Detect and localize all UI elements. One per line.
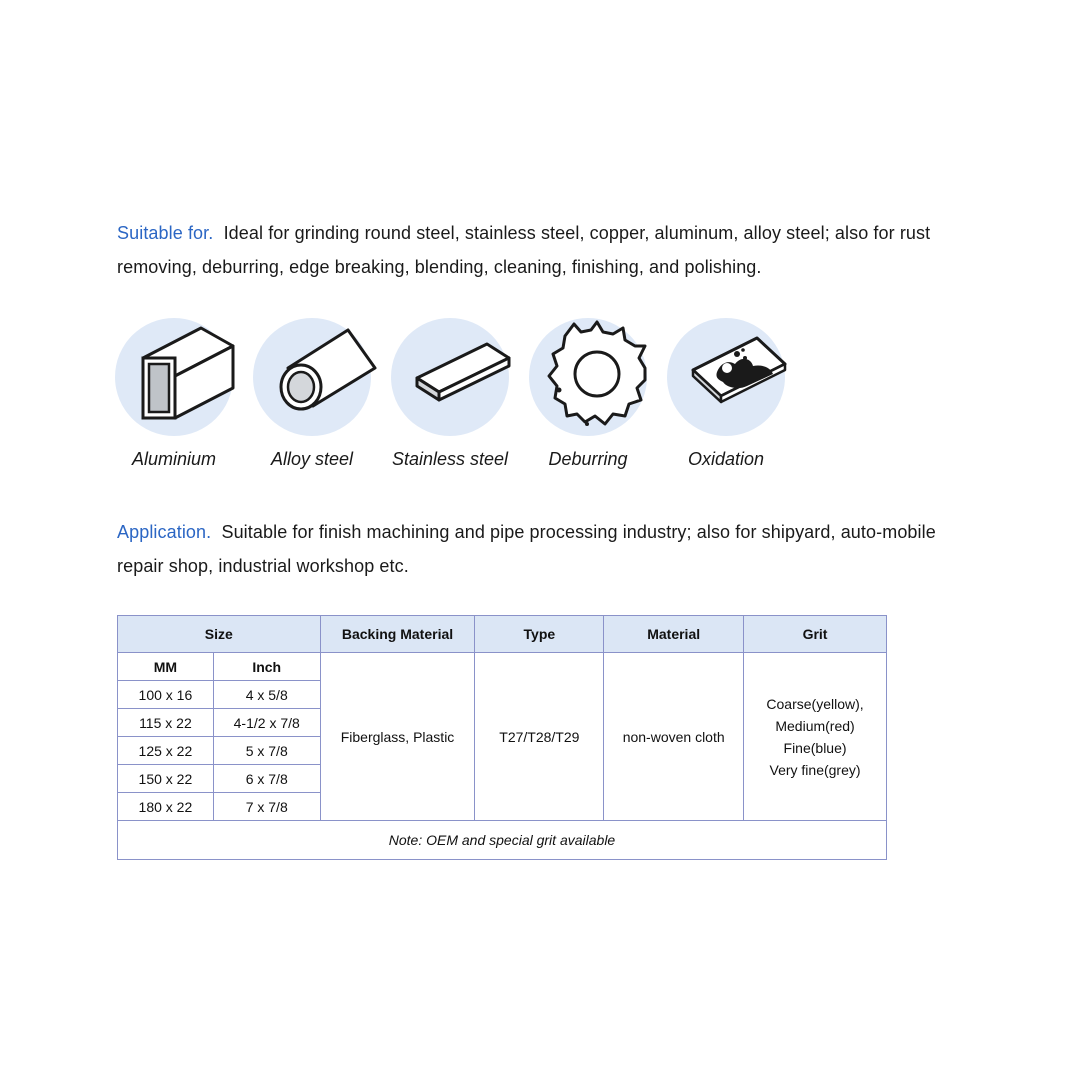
mm-cell: 180 x 22 <box>118 793 214 821</box>
mm-cell: 100 x 16 <box>118 681 214 709</box>
icon-label: Aluminium <box>131 449 217 469</box>
header-backing-material: Backing Material <box>320 616 475 653</box>
suitable-for-paragraph <box>117 216 977 284</box>
gear-icon <box>529 318 647 436</box>
suitable-for-text: Ideal for grinding round steel, stainless steel, copper, aluminum, alloy steel; also for rust removing, deburring, edge breaking, blending, cleaning, finishing, and polishing. <box>117 223 931 277</box>
flat-bar-icon <box>391 318 509 436</box>
table-header-row <box>118 616 887 653</box>
table-row <box>118 653 887 681</box>
spec-table <box>117 615 887 860</box>
suitable-for-heading: Suitable for. <box>117 223 214 243</box>
grit-line: Coarse(yellow), <box>766 695 864 712</box>
subheader-inch: Inch <box>213 653 320 681</box>
material-cell: non-woven cloth <box>604 653 744 821</box>
table-note-row <box>118 821 887 860</box>
icon-label: Stainless steel <box>391 449 509 469</box>
inch-cell: 4-1/2 x 7/8 <box>213 709 320 737</box>
square-tube-icon <box>115 318 233 436</box>
backing-material-cell: Fiberglass, Plastic <box>320 653 475 821</box>
application-icons <box>0 318 1080 498</box>
icon-label: Oxidation <box>687 449 765 469</box>
application-paragraph <box>117 515 977 583</box>
inch-cell: 5 x 7/8 <box>213 737 320 765</box>
round-pipe-icon <box>253 318 371 436</box>
application-heading: Application. <box>117 522 212 542</box>
mm-cell: 150 x 22 <box>118 765 214 793</box>
subheader-mm: MM <box>118 653 214 681</box>
header-type: Type <box>475 616 604 653</box>
inch-cell: 6 x 7/8 <box>213 765 320 793</box>
grit-line: Medium(red) <box>775 717 855 734</box>
mm-cell: 115 x 22 <box>118 709 214 737</box>
grit-cell <box>744 653 887 821</box>
rusted-plate-icon <box>667 318 785 436</box>
icon-label: Deburring <box>548 449 628 469</box>
grit-line: Fine(blue) <box>783 739 847 756</box>
header-material: Material <box>604 616 744 653</box>
header-grit: Grit <box>744 616 887 653</box>
icon-label: Alloy steel <box>270 449 354 469</box>
inch-cell: 7 x 7/8 <box>213 793 320 821</box>
type-cell: T27/T28/T29 <box>475 653 604 821</box>
table-note: Note: OEM and special grit available <box>118 821 887 860</box>
application-text: Suitable for finish machining and pipe processing industry; also for shipyard, auto-mobile repair shop, industrial workshop etc. <box>117 522 936 576</box>
grit-line: Very fine(grey) <box>769 761 861 778</box>
inch-cell: 4 x 5/8 <box>213 681 320 709</box>
mm-cell: 125 x 22 <box>118 737 214 765</box>
header-size: Size <box>118 616 321 653</box>
